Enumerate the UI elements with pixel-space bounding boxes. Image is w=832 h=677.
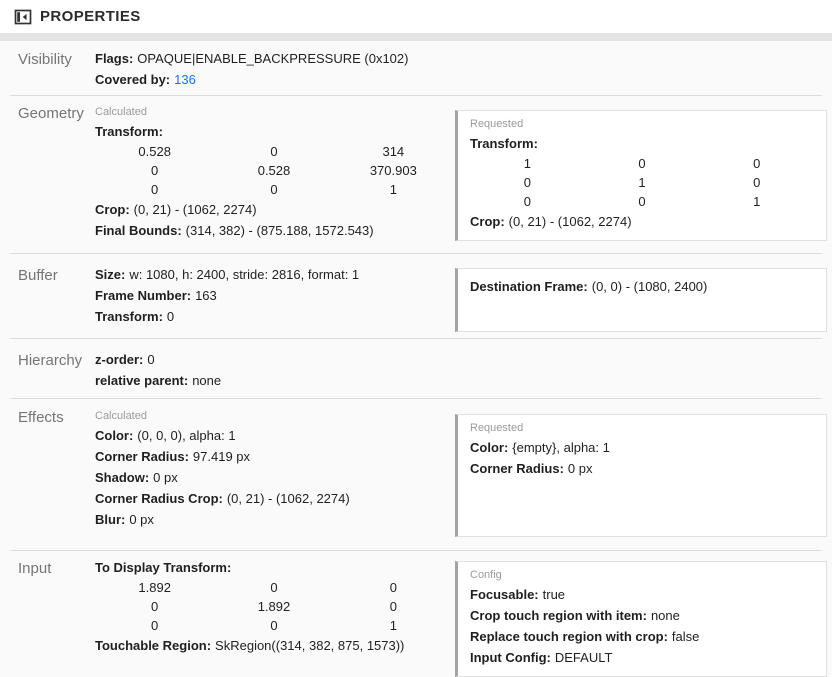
color-label: Color: [95,428,134,443]
matrix-cell: 1.892 [257,599,291,614]
hierarchy-content [95,349,455,391]
matrix-row [95,161,453,180]
properties-panel-icon [13,7,33,27]
crop-row [95,199,455,220]
blur-value: 0 px [129,512,154,527]
replace-touch-region-row [470,626,814,647]
matrix-cell: 0 [151,182,159,197]
group-label-config: Config [470,569,502,581]
matrix-cell: 0 [270,580,278,595]
geometry-requested-box [455,110,827,241]
matrix-cell: 0 [753,156,761,171]
matrix-row [470,173,814,192]
matrix-cell: 1 [389,618,397,633]
flags-label: Flags: [95,51,134,66]
color-label: Color: [470,440,509,455]
blur-row [95,509,455,530]
corner-radius-value: 0 px [567,461,593,476]
to-display-transform-row [95,557,455,578]
color-row [95,425,455,446]
flags-row [95,48,455,69]
buffer-transform-row [95,306,455,327]
corner-radius-crop-row [95,488,455,509]
input-config-value: DEFAULT [554,650,613,665]
input-config-label: Input Config: [470,650,551,665]
frame-number-value: 163 [195,288,217,303]
final-bounds-value: (314, 382) - (875.188, 1572.543) [185,223,374,238]
section-label-effects: Effects [18,409,64,426]
section-buffer [0,254,832,338]
flags-value: OPAQUE|ENABLE_BACKPRESSURE (0x102) [137,51,409,66]
buffer-requested-column [455,264,827,332]
transform-label: Transform: [470,136,538,151]
group-label-calculated: Calculated [95,106,147,118]
focusable-value: true [542,587,566,602]
crop-touch-region-row [470,605,814,626]
section-geometry [0,96,832,253]
relative-parent-label: relative parent: [95,373,189,388]
corner-radius-value: 97.419 px [192,449,251,464]
relative-parent-value: none [192,373,222,388]
matrix-cell: 1 [753,194,761,209]
frame-number-label: Frame Number: [95,288,192,303]
to-display-transform-label: To Display Transform: [95,560,232,575]
visibility-content [95,48,455,90]
matrix-cell: 1 [638,175,646,190]
crop-touch-region-value: none [650,608,680,623]
matrix-cell: 0 [270,144,278,159]
matrix-cell: 0 [523,194,531,209]
corner-radius-row [95,446,455,467]
covered-by-row [95,69,455,90]
transform-title-row [470,133,814,154]
matrix-cell: 0 [638,156,646,171]
covered-by-label: Covered by: [95,72,171,87]
matrix-cell: 0 [270,618,278,633]
matrix-cell: 0 [151,618,159,633]
matrix-row [95,142,453,161]
touchable-region-label: Touchable Region: [95,638,212,653]
replace-touch-region-value: false [671,629,700,644]
crop-label: Crop: [470,214,505,229]
focusable-label: Focusable: [470,587,539,602]
shadow-value: 0 px [153,470,178,485]
section-hierarchy [0,339,832,398]
blur-label: Blur: [95,512,126,527]
group-label-requested: Requested [470,118,524,130]
matrix-cell: 0 [389,599,397,614]
section-label-input: Input [18,560,52,577]
matrix-row [95,180,453,199]
input-config-column [455,557,827,677]
z-order-label: z-order: [95,352,144,367]
matrix-cell: 0 [523,175,531,190]
section-label-geometry: Geometry [18,105,84,122]
frame-number-row [95,285,455,306]
matrix-row [95,597,453,616]
destination-frame-label: Destination Frame: [470,279,588,294]
transform-title-row [95,121,455,142]
color-row [470,437,814,458]
section-visibility [0,41,832,95]
section-label-hierarchy: Hierarchy [18,352,83,369]
properties-header [0,0,832,33]
shadow-label: Shadow: [95,470,150,485]
matrix-cell: 0 [151,599,159,614]
size-value: w: 1080, h: 2400, stride: 2816, format: 1 [129,267,360,282]
shadow-row [95,467,455,488]
transform-label: Transform: [95,124,163,139]
matrix-cell: 1 [523,156,531,171]
section-label-visibility: Visibility [18,51,72,68]
input-content [95,557,455,677]
destination-frame-value: (0, 0) - (1080, 2400) [591,279,708,294]
buffer-transform-label: Transform: [95,309,163,324]
buffer-destination-box [455,268,827,332]
corner-radius-row [470,458,814,479]
crop-value: (0, 21) - (1062, 2274) [133,202,257,217]
crop-touch-region-label: Crop touch region with item: [470,608,647,623]
geometry-requested-column [455,102,827,241]
matrix-row [470,154,814,173]
matrix-cell: 0 [270,182,278,197]
group-label-calculated: Calculated [95,410,147,422]
effects-requested-box [455,414,827,537]
buffer-transform-value: 0 [166,309,175,324]
final-bounds-label: Final Bounds: [95,223,182,238]
buffer-size-row [95,264,455,285]
color-value: {empty}, alpha: 1 [512,440,610,455]
matrix-cell: 1.892 [138,580,171,595]
crop-row [470,211,814,232]
input-config-row [470,647,814,668]
matrix-cell: 370.903 [369,163,417,178]
focusable-row [470,584,814,605]
header-gap [0,33,832,41]
corner-radius-crop-label: Corner Radius Crop: [95,491,223,506]
to-display-transform-matrix [95,578,453,635]
transform-matrix [470,154,814,211]
touchable-region-row [95,635,455,656]
matrix-row [95,616,453,635]
size-label: Size: [95,267,126,282]
z-order-row [95,349,455,370]
matrix-cell: 0 [389,580,397,595]
section-label-buffer: Buffer [18,267,58,284]
covered-by-link[interactable]: 136 [174,72,196,87]
matrix-cell: 0.528 [138,144,171,159]
destination-frame-row [470,276,814,297]
crop-value: (0, 21) - (1062, 2274) [508,214,632,229]
crop-label: Crop: [95,202,130,217]
section-effects [0,399,832,550]
replace-touch-region-label: Replace touch region with crop: [470,629,668,644]
input-config-box [455,561,827,677]
matrix-row [470,192,814,211]
matrix-cell: 1 [389,182,397,197]
effects-requested-column [455,406,827,537]
geometry-calculated-group [95,102,455,241]
matrix-row [95,578,453,597]
final-bounds-row [95,220,455,241]
matrix-cell: 0.528 [257,163,291,178]
page-title: PROPERTIES [40,8,141,25]
relative-parent-row [95,370,455,391]
section-input [0,551,832,677]
transform-matrix [95,142,453,199]
matrix-cell: 314 [382,144,405,159]
matrix-cell: 0 [638,194,646,209]
matrix-cell: 0 [151,163,159,178]
color-value: (0, 0, 0), alpha: 1 [137,428,236,443]
effects-calculated-group [95,406,455,537]
corner-radius-crop-value: (0, 21) - (1062, 2274) [226,491,350,506]
group-label-requested: Requested [470,422,524,434]
touchable-region-value: SkRegion((314, 382, 875, 1573)) [215,638,405,653]
corner-radius-label: Corner Radius: [470,461,564,476]
corner-radius-label: Corner Radius: [95,449,189,464]
matrix-cell: 0 [753,175,761,190]
z-order-value: 0 [147,352,155,367]
buffer-content [95,264,455,332]
